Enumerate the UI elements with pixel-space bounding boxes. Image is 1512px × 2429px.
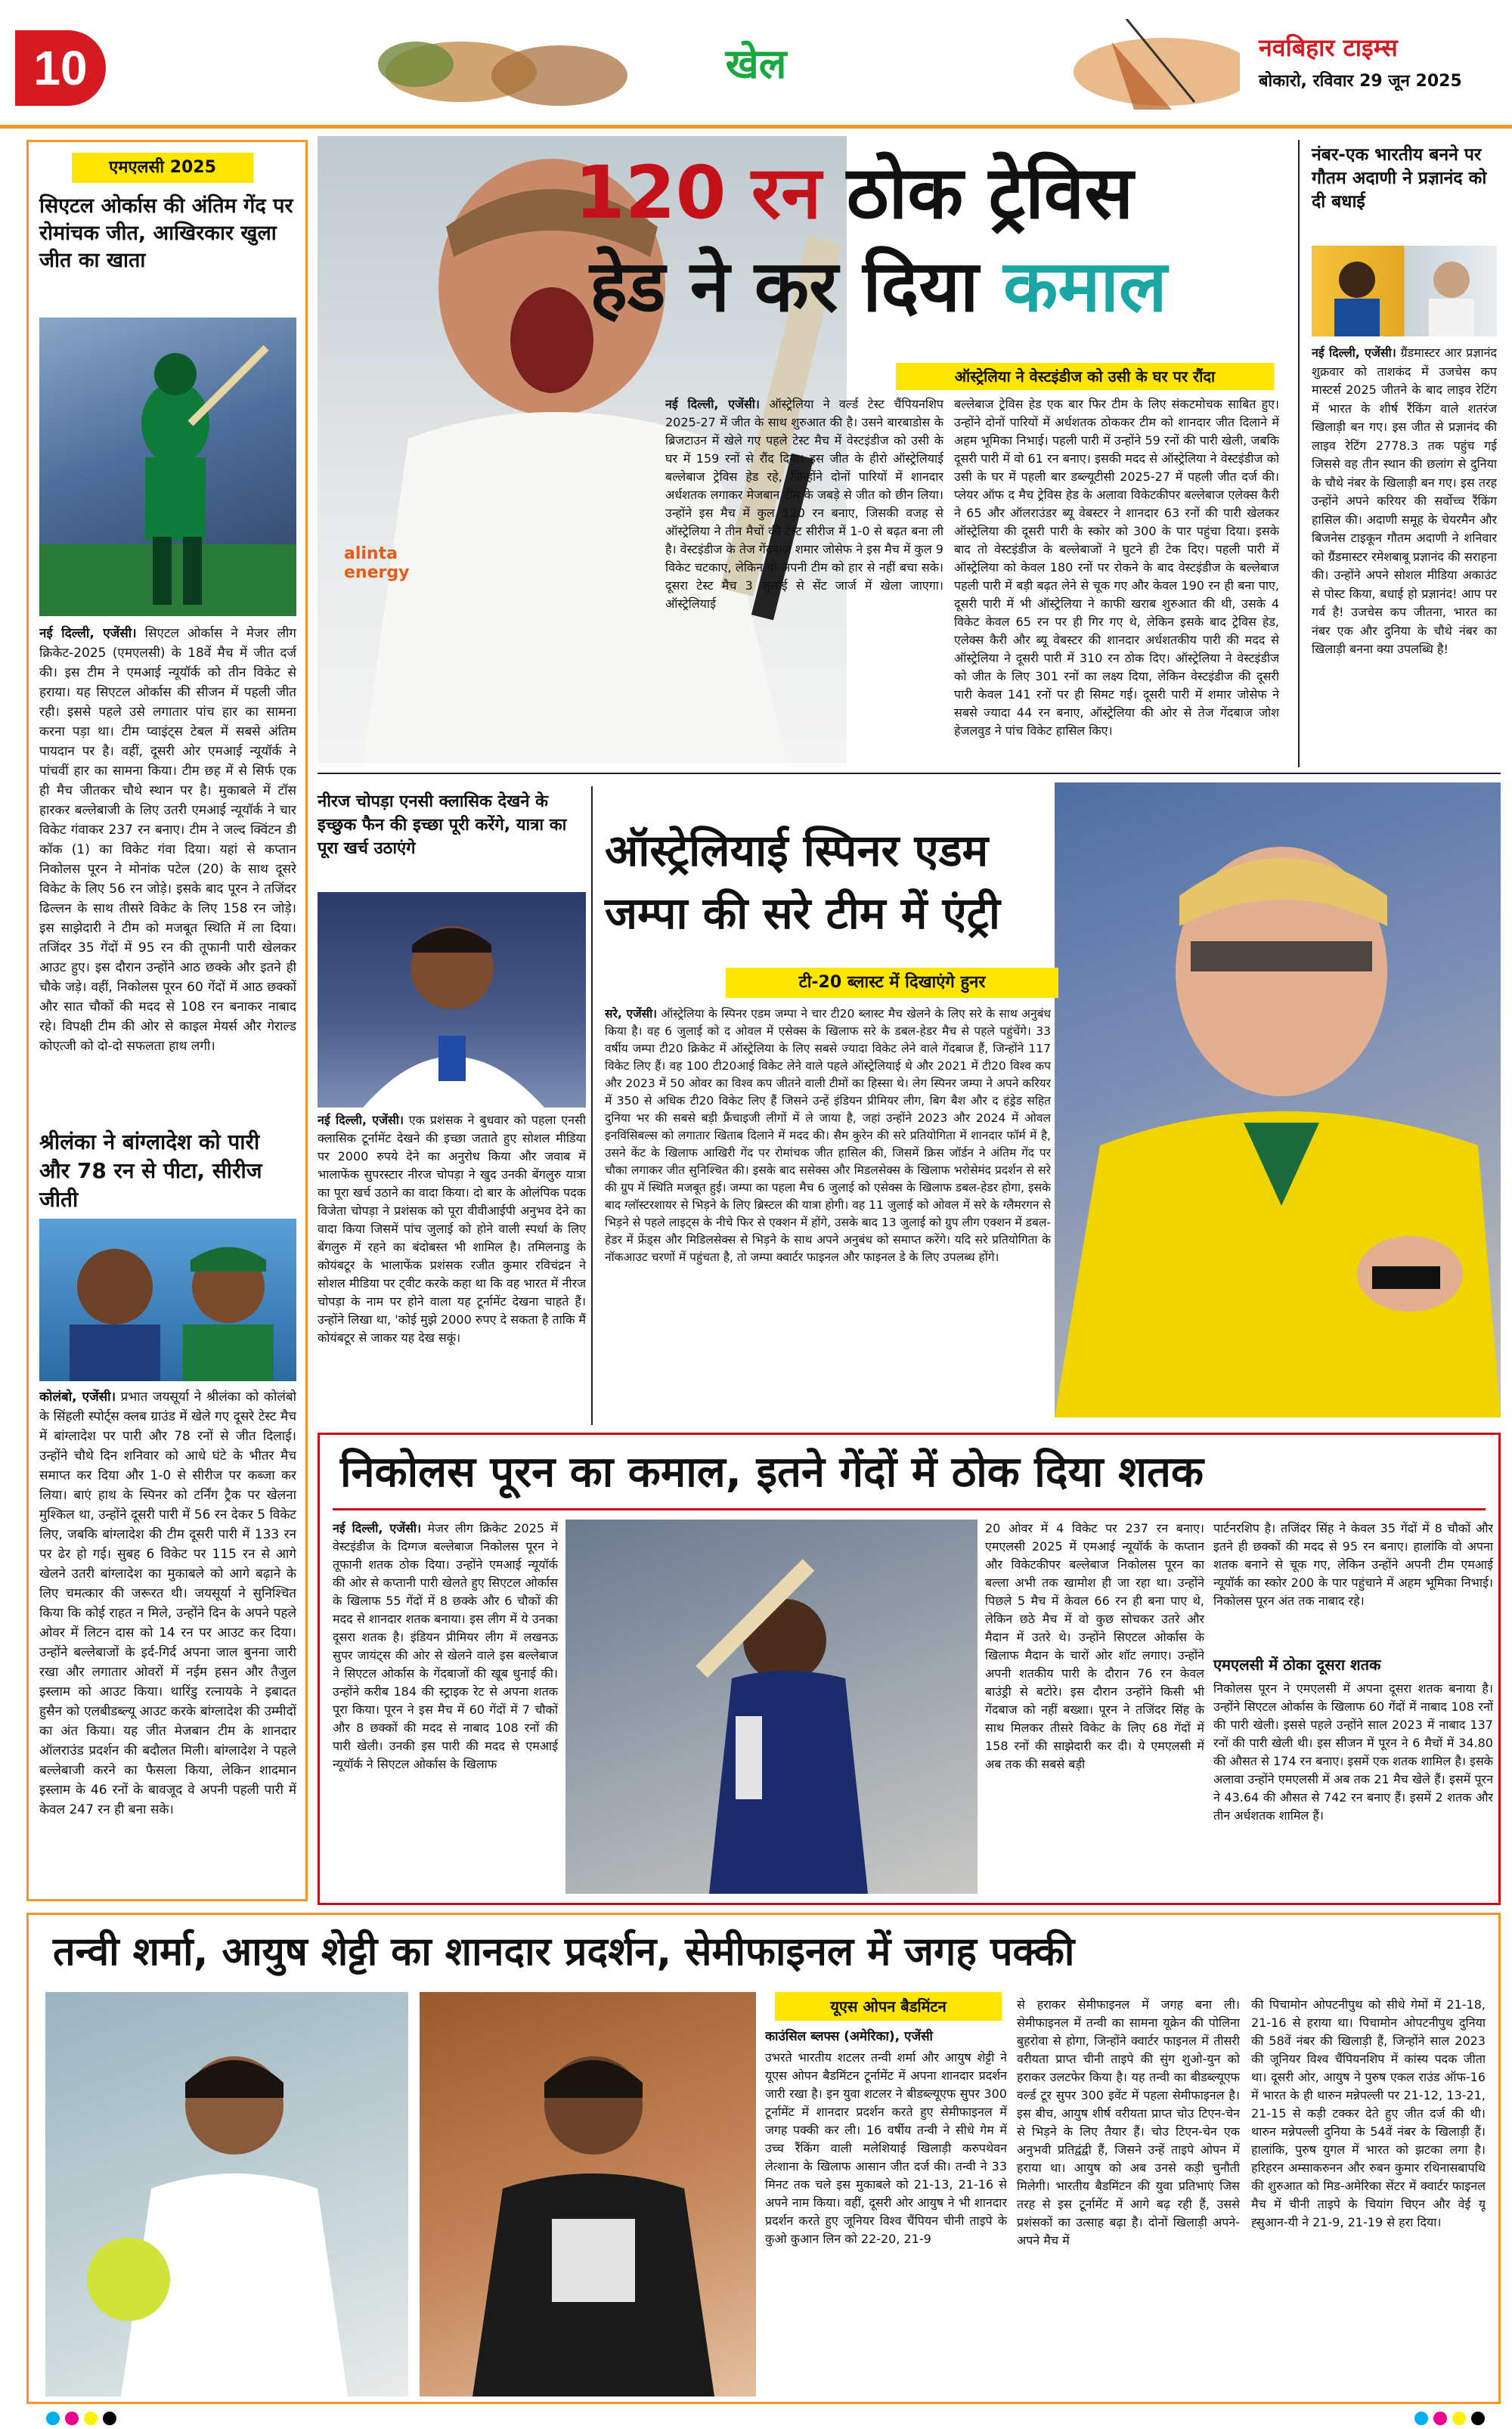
registration-marks [0,2408,1512,2429]
lead-headline-line2 [590,242,1285,333]
mlc-headline: सिएटल ओर्कास की अंतिम गेंद पर रोमांचक जीत, आखिरकार खुला जीत का खाता [39,194,293,272]
cricket-photo-orcas [39,318,296,616]
mlc-text: सिएटल ओर्कास ने मेजर लीग क्रिकेट-2025 (एमएलसी) के 18वें मैच में जीत दर्ज की। इस टीम ने एमआई न्यूयॉर्क को तीन विकेट से हराया। यह सिएटल ओर्कास की सीजन में पहली जीत रही। इससे पहले उसे लगातार पांच हार का सामना करना पड़ा था। टीम प्वाइंट्स टेबल में सबसे अंतिम पायदान पर है। वहीं, दूसरी ओर एमआई न्यूयॉर्क ने पांचवीं हार का सामना किया। टीम छह में से सिर्फ एक ही मैच जीतकर चौथे स्थान पर है। मुकाबले में टॉस हारकर बल्लेबाजी के लिए उतरी एमआई न्यूयॉर्क ने चार विकेट गंवाकर 237 रन बनाए। टीम ने जल्द क्विंटन डी कॉक (1) का विकेट गंवा दिया। यहां से कप्तान निकोलस पूरन ने मोनांक पटेल (20) के साथ दूसरे विकेट के लिए 56 रन जोड़े। इसके बाद पूरन ने तजिंदर ढिल्लन के साथ तीसरे विकेट के लिए 158 रन जोड़े। इस साझेदारी ने टीम को मजबूत स्थिति में ला दिया। तजिंदर 35 गेंदों में 95 रन की तूफानी पारी खेलकर आउट हुए। इस दौरान उन्होंने आठ छक्के और इतने ही चौके जड़े। वहीं, निकोलस पूरन 60 गेंदों में आठ छक्कों और सात चौकों की मदद से 108 रन बनाकर नाबाद रहे। विपक्षी टीम की ओर से काइल मेयर्स और गेराल्ड कोएत्जी को दो-दो सफलता हाथ लगी। [39,626,296,1054]
neeraj-photo [318,892,586,1108]
neeraj-headline: नीरज चोपड़ा एनसी क्लासिक देखने के इच्छुक फैन की इच्छा पूरी करेंगे, यात्रा का पूरा खर्च उठाएंगे [318,792,567,858]
zampa-body [605,1005,1051,1417]
zampa-headline-2: जम्पा की सरे टीम में एंट्री [605,888,1000,939]
lead-body-right: बल्लेबाज ट्रेविस हेड एक बार फिर टीम के लिए संकटमोचक साबित हुए। उन्होंने दोनों पारियों में अर्धशतक ठोककर टीम को शानदार जीत दिलाने में अहम भूमिका निभाई। पहली पारी में उन्होंने 59 रनों की पारी खेली, जबकि दूसरी पारी में वो 61 रन बनाए। इसकी मदद से ऑस्ट्रेलिया ने वेस्टइंडीज को उसी के घर में पहली बार डब्ल्यूटीसी 2025-27 में पहली जीत दर्ज की। प्लेयर ऑफ द मैच ट्रेविस हेड के अलावा विकेटकीपर बल्लेबाज एलेक्स कैरी ने 65 और ऑलराउंडर ब्यू वेबस्टर ने शानदार 63 रनों की पारी खेलकर ऑस्ट्रेलिया की दूसरी पारी के स्कोर को 300 के पार पहुंचा दिया। इसके बाद तो वेस्टइंडीज के बल्लेबाजों ने घुटने ही टेक दिए। पहली पारी में ऑस्ट्रेलिया को केवल 180 रनों पर रोकने के बाद वेस्टइंडीज के बल्लेबाज पहली पारी में बड़ी बढ़त लेने से चूक गए और केवल 190 रन ही बना पाए, दूसरी पारी में भी ऑस्ट्रेलिया ने काफी खराब शुरुआत की थी, उसके 4 विकेट केवल 65 रन पर ही गिर गए थे, लेकिन इसके बाद ट्रेविस हेड, एलेक्स कैरी और ब्यू वेबस्टर की शानदार अर्धशतकीय पारी की मदद से ऑस्ट्रेलिया ने दूसरी पारी में 310 रन ठोक दिए। ऑस्ट्रेलिया ने वेस्टइंडीज को जीत के लिए 301 रनों का लक्ष्य दिया, लेकिन वेस्टइंडीज की दूसरी पारी केवल 141 रनों पर ही सिमट गई। दूसरी पारी में शमार जोसेफ ने सबसे ज्यादा 44 रन बनाए, ऑस्ट्रेलिया की ओर से तेज गेंदबाज जोश हेजलवुड ने पांच विकेट हासिल किए। [954,397,1279,738]
pooran-headline: निकोलस पूरन का कमाल, इतने गेंदों में ठोक दिया शतक [340,1448,1204,1497]
lead-headline-head: हेड ने कर दिया [590,246,979,328]
lead-bottom-rule [318,773,1501,774]
lead-tag: ऑस्ट्रेलिया ने वेस्टइंडीज को उसी के घर पर रौंदा [896,363,1274,390]
badminton-body-3: की पिचामोन ओपटनीपुथ को सीधे गेमों में 21-18, 21-16 से हराया था। पिचामोन ओपटनीपुथ दुनिया की 58वें नंबर की खिलाड़ी हैं, जिन्होंने साल 2023 की जूनियर विश्व चैंपियनशिप में कांस्य पदक जीता था। दूसरी ओर, आयुष ने पुरुष एकल राउंड ऑफ-16 में भारत के ही थारुन मन्नेपल्ली पर 21-12, 13-21, 21-15 से कड़ी टक्कर देते हुए जीत दर्ज की थी। थारुन मन्नेपल्ली दुनिया के 54वें नंबर के खिलाड़ी हैं। हालांकि, पुरुष युगल में भारत को झटका लगा है। हरिहरन अम्साकरुनन और रुबन कुमार रथिनासबापथि की शुरुआत को मिड-अमेरिका सेंटर में क्वार्टर फाइनल मैच में चीनी ताइपे के चियांग चिएन और वेई यू ह्सुआन-यी ने 21-9, 21-19 से हरा दिया। [1251,1997,1486,2229]
masthead [0,0,1512,132]
lead-headline-line1 [575,147,1285,238]
badminton-headline: तन्वी शर्मा, आयुष शेट्टी का शानदार प्रदर्शन, सेमीफाइनल में जगह पक्की [53,1929,1075,1975]
zampa-tag: टी-20 ब्लास्ट में दिखाएंगे हुनर [726,968,1058,998]
neeraj-text: एक प्रशंसक ने बुधवार को पहला एनसी क्लासिक टूर्नामेंट देखने की इच्छा जताते हुए सोशल मीडिया पर 2000 रुपये देने का अनुरोध किया और जवाब में भालाफेंक सुपरस्टार नीरज चोपड़ा ने खुद उनकी बेंगलुरु यात्रा का पूरा खर्च उठाने का वादा किया। दो बार के ओलंपिक पदक विजेता चोपड़ा ने प्रशंसक को पूरा वीवीआईपी अनुभव देने का वादा किया जिसमें पांच जुलाई को होने वाली स्पर्धा के लिए बेंगलुरु में रहने का बंदोबस्त भी शामिल है। तमिलनाडु के कोयंबटूर के भालाफेंक प्रशंसक रजीत कुमार रविचंद्रन ने सोशल मीडिया पर ट्वीट करके कहा था कि वह भारत में नीरज चोपड़ा के नाम पर होने वाला यह टूर्नामेंट देखना चाहते हैं। उन्होंने लिखा था, 'कोई मुझे 2000 रुपए दे सकता है ताकि मैं कोयंबटूर से जाकर यह देख सकूं। [318,1113,586,1345]
lead-headline-thok: ठोक ट्रेविस [846,150,1134,235]
srilanka-dateline: कोलंबो, एजेंसी। [39,1390,116,1405]
zampa-dateline: सरे, एजेंसी। [605,1007,657,1021]
pooran-text-1: मेजर लीग क्रिकेट 2025 में वेस्टइंडीज के दिग्गज बल्लेबाज निकोलस पूरन ने तूफानी शतक ठोक दिया। उन्होंने एमआई न्यूयॉर्क की ओर से कप्तानी पारी खेलते हुए सिएटल ओर्कास के खिलाफ 55 गेंदों में 8 छक्के और 6 चौकों की मदद से शानदार शतक बनाया। इस लीग में ये उनका दूसरा शतक है। इंडियन प्रीमियर लीग में लखनऊ सुपर जायंट्स की ओर से खेलने वाले इस बल्लेबाज ने सिएटल ओर्कास के गेंदबाजों की खूब धुनाई की। उन्होंने करीब 184 की स्ट्राइक रेट से अपना शतक पूरा किया। पूरन ने इस मैच में 60 गेंदों में 7 चौकों और 8 छक्कों की मदद से नाबाद 108 रनों की पारी खेली। उनकी इस पारी की मदद से एमआई न्यूयॉर्क ने सिएटल ओर्कास के खिलाफ [333,1521,558,1771]
tanvi-photo [45,1992,408,2396]
badminton-body-1: उभरते भारतीय शटलर तन्वी शर्मा और आयुष शेट्टी ने यूएस ओपन बैडमिंटन टूर्नामेंट में अपना शानदार प्रदर्शन जारी रखा है। इन युवा शटलर ने बीडब्ल्यूएफ सुपर 300 टूर्नामेंट में शानदार प्रदर्शन करते हुए सेमीफाइनल में जगह पक्की कर ली। 16 वर्षीय तन्वी ने सीधे गेम में उच्च रैंकिंग वाली मलेशियाई खिलाड़ी करुपथेवन लेत्शाना के खिलाफ आसान जीत दर्ज की। तन्वी ने 33 मिनट तक चले इस मुकाबले को 21-13, 21-16 से अपने नाम किया। वहीं, दूसरी ओर आयुष ने भी शानदार प्रदर्शन करते हुए जूनियर विश्व चैंपियन चीनी ताइपे के कुओ कुआन लिन को 22-20, 21-9 [765,2050,1007,2246]
section-title: खेल [725,40,787,88]
srilanka-text: प्रभात जयसूर्या ने श्रीलंका को कोलंबो के सिंहली स्पोर्ट्स क्लब ग्राउंड में खेले गए दूसरे टेस्ट मैच में बांग्लादेश पर पारी और 78 रनों से जीत दिलाई। उन्होंने चौथे दिन शनिवार को आधे घंटे के भीतर मैच समाप्त कर दिया और 1-0 से सीरीज पर कब्जा कर लिया। बाएं हाथ के स्पिनर को टर्निंग ट्रैक पर खेलना मुश्किल था, उन्होंने दूसरी पारी में 56 रन देकर 5 विकेट लिए, जबकि बांग्लादेश की टीम दूसरी पारी में 133 रन पर ढेर हो गई। सुबह 6 विकेट पर 115 रन से आगे खेलने उतरी बांग्लादेश का मुकाबले को आगे बढ़ाने के लिए चमत्कार की जरूरत थी। जयसूर्या ने सुनिश्चित किया कि कोई राहत न मिले, उन्होंने दिन के अपने पहले ओवर में लिटन दास को 14 रन पर आउट कर दिया। उन्होंने बल्लेबाजों के इर्द-गिर्द अपना जाल बुनना जारी रखा और लगातार ओवरों में नईम हसन और तैजुल इस्लाम को आउट किया। थारिंडु रत्नायके ने इबादत हुसैन को एलबीडब्ल्यू आउट करके बांग्लादेश की उम्मीदों का अंत किया। यह जीत मेजबान टीम के शानदार ऑलराउंड प्रदर्शन की बदौलत मिली। बांग्लादेश ने पहले बल्लेबाजी करने का फैसला किया, लेकिन शादमान इस्लाम के 46 रनों के बावजूद वे अपनी पहली पारी में केवल 247 रन ही बना सके। [39,1390,296,1817]
badminton-body-2: से हराकर सेमीफाइनल में जगह बना ली। सेमीफाइनल में तन्वी का सामना यूक्रेन की पोलिना बुहरोवा से होगा, जिन्होंने क्वार्टर फाइनल में तीसरी वरीयता प्राप्त चीनी ताइपे की सुंग शुओ-युन को हराकर उलटफेर किया है। यह तन्वी का बीडब्ल्यूएफ वर्ल्ड टूर सुपर 300 इवेंट में पहला सेमीफाइनल है। इस बीच, आयुष शीर्ष वरीयता प्राप्त चोउ टिएन-चेन से भिड़ने के लिए तैयार हैं। चोउ टिएन-चेन एक अनुभवी प्रतिद्वंद्वी हैं, जिसने उन्हें ताइपे ओपन में हराया था। आयुष को अब उनसे कड़ी चुनौती मिलेगी। भारतीय बैडमिंटन की युवा प्रतिभाएं जिस तरह से इस टूर्नामेंट में आगे बढ़ रही हैं, उससे प्रशंसकों का उत्साह बढ़ा है। दोनों खिलाड़ी अपने-अपने मैच में [1017,1997,1240,2248]
badminton-dateline: काउंसिल ब्लफ्स (अमेरिका), एजेंसी [765,2029,933,2044]
lead-headline-kamaal: कमाल [1003,246,1167,328]
neeraj-dateline: नई दिल्ली, एजेंसी। [318,1113,404,1127]
pooran-photo [565,1520,978,1894]
lead-body-left [665,395,943,766]
pooran-dateline: नई दिल्ली, एजेंसी। [333,1521,422,1535]
ayush-photo [420,1992,756,2396]
masthead-rule [0,125,1512,129]
srilanka-photo [39,1219,296,1381]
pragg-photo [1312,246,1497,336]
zampa-headline-1: ऑस्ट्रेलियाई स्पिनर एडम [605,825,989,876]
srilanka-headline: श्रीलंका ने बांग्लादेश को पारी और 78 रन से पीटा, सीरीज जीती [39,1129,262,1212]
pragg-dateline: नई दिल्ली, एजेंसी। [1312,345,1396,360]
neeraj-right-rule [591,786,593,1425]
pragg-text: ग्रैंडमास्टर आर प्रज्ञानंद शुक्रवार को ताशकंद में उजचेस कप मास्टर्स 2025 जीतने के बाद लाइव रेटिंग में भारत के शीर्ष रैंकिंग वाले शतरंज खिलाड़ी बन गए। इस जीत से प्रज्ञानंद की लाइव रेटिंग 2778.3 तक पहुंच गई जिससे वह तीन स्थान की छलांग से दुनिया के चौथे नंबर के खिलाड़ी बन गए। इस तरह उन्होंने अपने करियर की सर्वोच्च रैंकिंग हासिल की। अदाणी समूह के चेयरमैन और बिजनेस टाइकून गौतम अदाणी ने शनिवार को ग्रैंडमास्टर रमेशबाबू प्रज्ञानंद की सराहना की। उन्होंने अपने सोशल मीडिया अकाउंट से पोस्ट किया, बधाई हो प्रज्ञानंद! आप पर गर्व है! उजचेस कप जीतना, भारत का नंबर एक और दुनिया के चौथे नंबर का खिलाड़ी बनना क्या उपलब्धि है! [1312,345,1497,656]
pooran-body-1 [333,1520,558,1894]
lead-headline-runs: 120 रन [575,150,822,235]
pooran-body-3: पार्टनरशिप है। तजिंदर सिंह ने केवल 35 गेंदों में 8 चौकों और इतने ही छक्कों की मदद से 95 रन बनाए। हालांकि वो अपना शतक बनाने से चूक गए, लेकिन उन्होंने अपनी टीम एमआई न्यूयॉर्क का स्कोर 200 के पार पहुंचाने में अहम भूमिका निभाई। निकोलस पूरन अंत तक नाबाद रहे। [1213,1521,1493,1608]
pooran-headline-rule [333,1508,1486,1510]
mlc-tag: एमएलसी 2025 [72,153,253,183]
pooran-body-4: निकोलस पूरन ने एमएलसी में अपना दूसरा शतक बनाया है। उन्होंने सिएटल ओर्कास के खिलाफ 60 गेंदों में नाबाद 108 रनों की पारी खेली। इससे पहले उन्होंने साल 2023 में नाबाद 137 रनों की पारी खेली थी। इस सीजन में पूरन ने 6 मैचों में 34.80 की औसत से 174 रन बनाए। इसमें एक शतक शामिल है। इसके अलावा उन्होंने एमएलसी में अब तक 21 मैच खेले हैं। इसमें पूरन ने 43.64 की औसत से 742 रन बनाए हैं। इसमें 2 शतक और तीन अर्धशतक शामिल हैं। [1213,1681,1493,1823]
lead-dateline: नई दिल्ली, एजेंसी। [665,397,760,411]
page-number: 10 [15,30,106,106]
pooran-body-2: 20 ओवर में 4 विकेट पर 237 रन बनाए। एमएलसी 2025 में एमआई न्यूयॉर्क के कप्तान और विकेटकीपर बल्लेबाज निकोलस पूरन का बल्ला अभी तक खामोश ही जा रहा था। उन्होंने पिछले 5 मैच में केवल 66 रन ही बना पाए थे, लेकिन छठे मैच में वो कुछ सोचकर उतरे और मैदान में उतरे थे। उन्होंने सिएटल ओर्कास के खिलाफ मैदान के चारों ओर शॉट लगाए। उन्होंने अपनी शतकीय पारी के दौरान 76 रन केवल बाउंड्री से बटोरे। इस दौरान उन्होंने किसी भी गेंदबाज को नहीं बख्शा। पूरन ने तजिंदर सिंह के साथ मिलकर तीसरे विकेट के लिए 68 गेंदों में 158 रनों की साझेदारी कर दी। ये एमएलसी में अब तक की सबसे बड़ी [985,1521,1204,1771]
mlc-body [39,624,296,1123]
neeraj-body [318,1111,586,1429]
pragg-headline: नंबर-एक भारतीय बनने पर गौतम अदाणी ने प्रज्ञानंद को दी बधाई [1312,145,1487,212]
alinta-logo: alinta energy [344,544,410,582]
dateline: बोकारो, रविवार 29 जून 2025 [1259,72,1462,91]
pooran-subhead: एमएलसी में ठोका दूसरा शतक [1213,1656,1381,1674]
zampa-text: ऑस्ट्रेलिया के स्पिनर एडम जम्पा ने चार टी20 ब्लास्ट मैच खेलने के लिए सरे के साथ अनुबंध किया है। वह 6 जुलाई को द ओवल में एसेक्स के खिलाफ सरे के डबल-हेडर मैच से पहले पहुंचेंगे। 33 वर्षीय जम्पा टी20 क्रिकेट में ऑस्ट्रेलिया के लिए सबसे ज्यादा विकेट लेने वाले गेंदबाज हैं, जिन्होंने 117 विकेट लिए हैं। वह 100 टी20आई विकेट लेने वाले पहले ऑस्ट्रेलियाई थे और 2021 में टी20 विश्व कप और 2023 में 50 ओवर का विश्व कप जीतने वाली टीमों का हिस्सा थे। लेग स्पिनर जम्पा ने अपने करियर में 350 से अधिक टी20 विकेट लिए हैं जिसने उन्हें इंडियन प्रीमियर लीग, बिग बैश और द हंड्रेड सहित दुनिया भर की सबसे बड़ी फ्रैंचाइजी लीगों में ले जाया है, जहां उन्होंने 2023 और 2024 में ओवल इनविंसिबल्स को लगातार खिताब दिलाने में मदद की। सैम कुरेन की सरे प्रतियोगिता में शानदार फॉर्म में है, उसने केंट के खिलाफ आखिरी गेंद पर रोमांचक जीत हासिल की, जिसमें क्रिस जॉर्डन ने अंतिम गेंद पर चौका लगाकर जीत सुनिश्चित की। इसके बाद ससेक्स और मिडलसेक्स के खिलाफ भरोसेमंद प्रदर्शन से सरे की ग्रुप में स्थिति मजबूत हुई। जम्पा का पहला मैच 6 जुलाई को एसेक्स के खिलाफ डबल-हेडर होगा, इसके बाद ग्लॉस्टरशायर से भिड़ने के लिए ब्रिस्टल की यात्रा होगी। वह 11 जुलाई को ओवल में सरे के ग्लैमरगन से भिड़ने से पहले लाइट्स के नीचे फिर से एक्शन में होंगे, उसके बाद 13 जुलाई को ग्रुप लीग एक्शन में डबल-हेडर में फ्रेंड्स और मिडिलसेक्स से भिड़ने के साथ अपने अनुबंध को समाप्त करेंगे। यदि सरे प्रतियोगिता के नॉकआउट चरणों में पहुंचता है, तो जम्पा क्वार्टर फाइनल और फाइनल डे के लिए उपलब्ध होंगे। [605,1007,1051,1264]
right-column-rule [1298,140,1300,767]
badminton-tag: यूएस ओपन बैडमिंटन [775,1992,1002,2021]
pragg-body [1312,344,1497,764]
mlc-dateline: नई दिल्ली, एजेंसी। [39,626,137,641]
srilanka-body [39,1387,296,1894]
lead-text-left: ऑस्ट्रेलिया ने वर्ल्ड टेस्ट चैंपियनशिप 2025-27 में जीत के साथ शुरुआत की है। उसने बारबाडोस के ब्रिजटाउन में खेले गए पहले टेस्ट मैच में वेस्टइंडीज को उसी के घर में 159 रनों से रौंद दिया। इस जीत के हीरो ऑस्ट्रेलियाई बल्लेबाज ट्रेविस हेड रहे, जिन्होंने दोनों पारियों में शानदार अर्धशतक लगाकर मेजबान टीम के जबड़े से जीत को छीन लिया। उन्होंने इस मैच में कुल 120 रन बनाए, जिसकी वजह से ऑस्ट्रेलिया ने तीन मैचों की टेस्ट सीरीज में 1-0 से बढ़त बना ली है। वेस्टइंडीज के तेज गेंदबाज शमार जोसेफ ने इस मैच में कुल 9 विकेट चटकाए, लेकिन वो अपनी टीम को हार से नहीं बचा सके। दूसरा टेस्ट मैच 3 जुलाई से सेंट जार्ज में खेला जाएगा। ऑस्ट्रेलियाई [665,397,943,611]
paper-name: नवबिहार टाइम्स [1259,33,1398,62]
